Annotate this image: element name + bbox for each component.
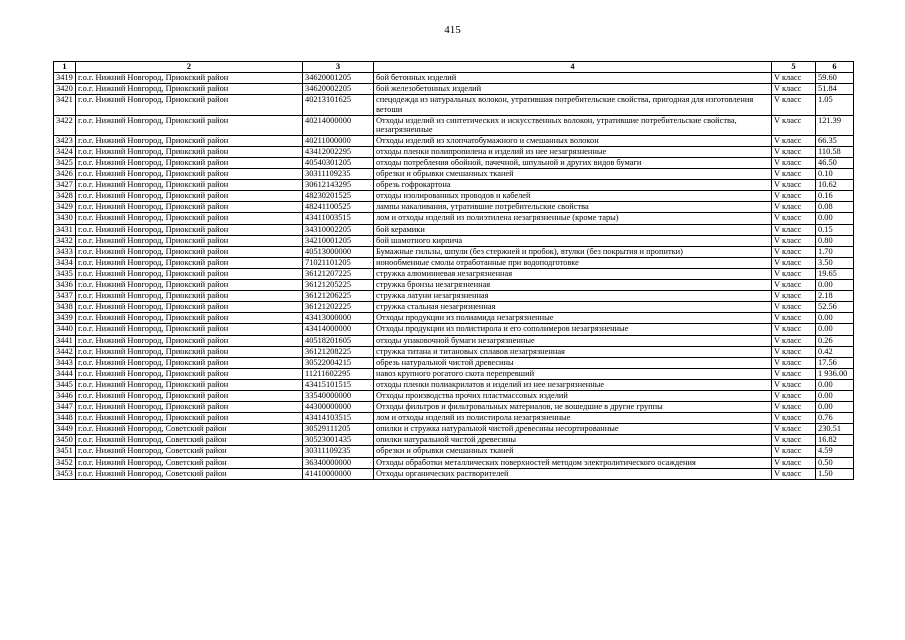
quantity-cell: 0.10: [816, 169, 854, 180]
quantity-cell: 52.56: [816, 302, 854, 313]
column-header-6: 6: [816, 62, 854, 73]
table-row: [54, 235, 854, 246]
waste-code-cell: 36340000000: [303, 457, 374, 468]
table-row: [54, 390, 854, 401]
row-number-cell: 3443: [54, 357, 76, 368]
table-row: [54, 73, 854, 84]
hazard-class-cell: V класс: [772, 346, 816, 357]
column-header-2: 2: [76, 62, 303, 73]
table-row: [54, 202, 854, 213]
waste-name-cell: Отходы продукции из полиамида незагрязненные: [374, 313, 772, 324]
waste-name-cell: ионообменные смолы отработанные при водоподготовке: [374, 257, 772, 268]
location-cell: г.о.г. Нижний Новгород, Приокский район: [76, 402, 303, 413]
quantity-cell: 2.18: [816, 291, 854, 302]
table-row: [54, 324, 854, 335]
waste-name-cell: лом и отходы изделий из полистирола незагрязненные: [374, 413, 772, 424]
waste-code-cell: 43411003515: [303, 213, 374, 224]
column-header-1: 1: [54, 62, 76, 73]
row-number-cell: 3441: [54, 335, 76, 346]
waste-name-cell: Отходы производства прочих пластмассовых изделий: [374, 390, 772, 401]
location-cell: г.о.г. Нижний Новгород, Приокский район: [76, 324, 303, 335]
waste-name-cell: Отходы изделий из хлопчатобумажного и смешанных волокон: [374, 135, 772, 146]
quantity-cell: 0.26: [816, 335, 854, 346]
location-cell: г.о.г. Нижний Новгород, Приокский район: [76, 84, 303, 95]
row-number-cell: 3433: [54, 246, 76, 257]
waste-name-cell: отходы пленки полипропилена и изделий из нее незагрязненные: [374, 146, 772, 157]
quantity-cell: 0.80: [816, 235, 854, 246]
hazard-class-cell: V класс: [772, 413, 816, 424]
hazard-class-cell: V класс: [772, 357, 816, 368]
table-row: [54, 335, 854, 346]
row-number-cell: 3427: [54, 180, 76, 191]
location-cell: г.о.г. Нижний Новгород, Советский район: [76, 468, 303, 479]
location-cell: г.о.г. Нижний Новгород, Советский район: [76, 435, 303, 446]
quantity-cell: 19.65: [816, 268, 854, 279]
table-row: [54, 115, 854, 135]
location-cell: г.о.г. Нижний Новгород, Приокский район: [76, 368, 303, 379]
waste-name-cell: Отходы фильтров и фильтровальных материалов, не вошедшие в другие группы: [374, 402, 772, 413]
waste-name-cell: обрезь натуральной чистой древесины: [374, 357, 772, 368]
waste-name-cell: отходы пленки полиакрилатов и изделий из нее незагрязненные: [374, 379, 772, 390]
waste-name-cell: бой железобетонных изделий: [374, 84, 772, 95]
row-number-cell: 3444: [54, 368, 76, 379]
table-row: [54, 84, 854, 95]
hazard-class-cell: V класс: [772, 335, 816, 346]
waste-name-cell: Отходы органических растворителей: [374, 468, 772, 479]
waste-name-cell: стружка титана и титановых сплавов незагрязненная: [374, 346, 772, 357]
waste-table: [53, 61, 854, 480]
hazard-class-cell: V класс: [772, 379, 816, 390]
table-row: [54, 280, 854, 291]
quantity-cell: 230.51: [816, 424, 854, 435]
row-number-cell: 3448: [54, 413, 76, 424]
hazard-class-cell: V класс: [772, 435, 816, 446]
hazard-class-cell: V класс: [772, 95, 816, 115]
row-number-cell: 3431: [54, 224, 76, 235]
table-row: [54, 191, 854, 202]
hazard-class-cell: V класс: [772, 115, 816, 135]
waste-code-cell: 36121205225: [303, 280, 374, 291]
location-cell: г.о.г. Нижний Новгород, Приокский район: [76, 246, 303, 257]
waste-name-cell: стружка стальная незагрязненная: [374, 302, 772, 313]
location-cell: г.о.г. Нижний Новгород, Приокский район: [76, 268, 303, 279]
table-row: [54, 357, 854, 368]
hazard-class-cell: V класс: [772, 202, 816, 213]
quantity-cell: 0.00: [816, 402, 854, 413]
quantity-cell: 10.62: [816, 180, 854, 191]
table-header-row: [54, 62, 854, 73]
location-cell: г.о.г. Нижний Новгород, Приокский район: [76, 257, 303, 268]
location-cell: г.о.г. Нижний Новгород, Советский район: [76, 457, 303, 468]
table-row: [54, 379, 854, 390]
location-cell: г.о.г. Нижний Новгород, Приокский район: [76, 357, 303, 368]
waste-name-cell: Отходы обработки металлических поверхностей методом электролитического осаждения: [374, 457, 772, 468]
location-cell: г.о.г. Нижний Новгород, Приокский район: [76, 335, 303, 346]
quantity-cell: 51.84: [816, 84, 854, 95]
waste-name-cell: лампы накаливания, утратившие потребительские свойства: [374, 202, 772, 213]
waste-name-cell: стружка алюминиевая незагрязненная: [374, 268, 772, 279]
location-cell: г.о.г. Нижний Новгород, Приокский район: [76, 291, 303, 302]
waste-name-cell: стружка бронзы незагрязненная: [374, 280, 772, 291]
quantity-cell: 0.00: [816, 390, 854, 401]
waste-name-cell: отходы упаковочной бумаги незагрязненные: [374, 335, 772, 346]
row-number-cell: 3424: [54, 146, 76, 157]
waste-code-cell: 36121207225: [303, 268, 374, 279]
quantity-cell: 1.50: [816, 468, 854, 479]
location-cell: г.о.г. Нижний Новгород, Приокский район: [76, 413, 303, 424]
quantity-cell: 0.42: [816, 346, 854, 357]
row-number-cell: 3420: [54, 84, 76, 95]
waste-name-cell: Отходы изделий из синтетических и искусственных волокон, утратившие потребительские свойства, незагрязненные: [374, 115, 772, 135]
location-cell: г.о.г. Нижний Новгород, Советский район: [76, 424, 303, 435]
hazard-class-cell: V класс: [772, 368, 816, 379]
page-number: 415: [444, 24, 461, 36]
quantity-cell: 59.60: [816, 73, 854, 84]
waste-code-cell: 71021101205: [303, 257, 374, 268]
table-row: [54, 268, 854, 279]
waste-name-cell: опилки натуральной чистой древесины: [374, 435, 772, 446]
hazard-class-cell: V класс: [772, 84, 816, 95]
waste-code-cell: 40513000000: [303, 246, 374, 257]
location-cell: г.о.г. Нижний Новгород, Приокский район: [76, 146, 303, 157]
location-cell: г.о.г. Нижний Новгород, Приокский район: [76, 169, 303, 180]
waste-name-cell: обрезки и обрывки смешанных тканей: [374, 446, 772, 457]
column-header-4: 4: [374, 62, 772, 73]
row-number-cell: 3421: [54, 95, 76, 115]
table-row: [54, 158, 854, 169]
waste-name-cell: обрезь гофрокартона: [374, 180, 772, 191]
waste-name-cell: отходы изолированных проводов и кабелей: [374, 191, 772, 202]
table-row: [54, 346, 854, 357]
row-number-cell: 3453: [54, 468, 76, 479]
location-cell: г.о.г. Нижний Новгород, Приокский район: [76, 202, 303, 213]
column-header-3: 3: [303, 62, 374, 73]
hazard-class-cell: V класс: [772, 313, 816, 324]
location-cell: г.о.г. Нижний Новгород, Приокский район: [76, 302, 303, 313]
hazard-class-cell: V класс: [772, 390, 816, 401]
table-row: [54, 368, 854, 379]
waste-code-cell: 43415101515: [303, 379, 374, 390]
hazard-class-cell: V класс: [772, 169, 816, 180]
row-number-cell: 3432: [54, 235, 76, 246]
hazard-class-cell: V класс: [772, 257, 816, 268]
row-number-cell: 3437: [54, 291, 76, 302]
table-row: [54, 169, 854, 180]
quantity-cell: 16.82: [816, 435, 854, 446]
waste-code-cell: 40213101625: [303, 95, 374, 115]
hazard-class-cell: V класс: [772, 235, 816, 246]
table-row: [54, 257, 854, 268]
location-cell: г.о.г. Нижний Новгород, Приокский район: [76, 224, 303, 235]
quantity-cell: 1 936.00: [816, 368, 854, 379]
row-number-cell: 3426: [54, 169, 76, 180]
location-cell: г.о.г. Нижний Новгород, Приокский район: [76, 180, 303, 191]
waste-code-cell: 40211000000: [303, 135, 374, 146]
location-cell: г.о.г. Нижний Новгород, Приокский район: [76, 135, 303, 146]
table-row: [54, 313, 854, 324]
table-row: [54, 95, 854, 115]
hazard-class-cell: V класс: [772, 213, 816, 224]
hazard-class-cell: V класс: [772, 191, 816, 202]
table-row: [54, 213, 854, 224]
hazard-class-cell: V класс: [772, 246, 816, 257]
hazard-class-cell: V класс: [772, 135, 816, 146]
quantity-cell: 46.50: [816, 158, 854, 169]
hazard-class-cell: V класс: [772, 180, 816, 191]
row-number-cell: 3439: [54, 313, 76, 324]
waste-code-cell: 33540000000: [303, 390, 374, 401]
waste-code-cell: 34210001205: [303, 235, 374, 246]
row-number-cell: 3428: [54, 191, 76, 202]
location-cell: г.о.г. Нижний Новгород, Приокский район: [76, 346, 303, 357]
hazard-class-cell: V класс: [772, 446, 816, 457]
waste-name-cell: опилки и стружка натуральной чистой древесины несортированные: [374, 424, 772, 435]
waste-code-cell: 30522004215: [303, 357, 374, 368]
table-row: [54, 246, 854, 257]
waste-name-cell: бой керамики: [374, 224, 772, 235]
row-number-cell: 3449: [54, 424, 76, 435]
row-number-cell: 3429: [54, 202, 76, 213]
row-number-cell: 3419: [54, 73, 76, 84]
waste-name-cell: Отходы продукции из полистирола и его сополимеров незагрязненные: [374, 324, 772, 335]
quantity-cell: 0.50: [816, 457, 854, 468]
quantity-cell: 4.59: [816, 446, 854, 457]
waste-name-cell: навоз крупного рогатого скота перепревший: [374, 368, 772, 379]
waste-name-cell: лом и отходы изделий из полиэтилена незагрязненные (кроме тары): [374, 213, 772, 224]
quantity-cell: 17.56: [816, 357, 854, 368]
waste-name-cell: стружка латуни незагрязненная: [374, 291, 772, 302]
quantity-cell: 0.00: [816, 324, 854, 335]
waste-code-cell: 30612143295: [303, 180, 374, 191]
row-number-cell: 3434: [54, 257, 76, 268]
quantity-cell: 0.00: [816, 313, 854, 324]
waste-name-cell: бой бетонных изделий: [374, 73, 772, 84]
waste-code-cell: 36121206225: [303, 291, 374, 302]
hazard-class-cell: V класс: [772, 468, 816, 479]
hazard-class-cell: V класс: [772, 280, 816, 291]
quantity-cell: 110.58: [816, 146, 854, 157]
quantity-cell: 0.00: [816, 213, 854, 224]
waste-code-cell: 34310002205: [303, 224, 374, 235]
waste-code-cell: 40214000000: [303, 115, 374, 135]
waste-name-cell: спецодежда из натуральных волокон, утратившая потребительские свойства, пригодная для изготовления ветоши: [374, 95, 772, 115]
location-cell: г.о.г. Нижний Новгород, Приокский район: [76, 73, 303, 84]
waste-code-cell: 30311109235: [303, 169, 374, 180]
hazard-class-cell: V класс: [772, 224, 816, 235]
table-row: [54, 291, 854, 302]
table-row: [54, 135, 854, 146]
hazard-class-cell: V класс: [772, 158, 816, 169]
location-cell: г.о.г. Нижний Новгород, Приокский район: [76, 158, 303, 169]
table-row: [54, 435, 854, 446]
location-cell: г.о.г. Нижний Новгород, Приокский район: [76, 213, 303, 224]
row-number-cell: 3452: [54, 457, 76, 468]
waste-code-cell: 30529111205: [303, 424, 374, 435]
waste-code-cell: 40518201605: [303, 335, 374, 346]
table-row: [54, 457, 854, 468]
location-cell: г.о.г. Нижний Новгород, Приокский район: [76, 390, 303, 401]
row-number-cell: 3435: [54, 268, 76, 279]
table-row: [54, 446, 854, 457]
row-number-cell: 3450: [54, 435, 76, 446]
quantity-cell: 1.05: [816, 95, 854, 115]
quantity-cell: 0.00: [816, 280, 854, 291]
location-cell: г.о.г. Нижний Новгород, Приокский район: [76, 95, 303, 115]
table-row: [54, 424, 854, 435]
waste-code-cell: 44300000000: [303, 402, 374, 413]
location-cell: г.о.г. Нижний Новгород, Приокский район: [76, 235, 303, 246]
location-cell: г.о.г. Нижний Новгород, Приокский район: [76, 280, 303, 291]
quantity-cell: 0.15: [816, 224, 854, 235]
hazard-class-cell: V класс: [772, 268, 816, 279]
waste-code-cell: 30311109235: [303, 446, 374, 457]
hazard-class-cell: V класс: [772, 457, 816, 468]
waste-name-cell: отходы потребления обойной, пачечной, шпульной и других видов бумаги: [374, 158, 772, 169]
row-number-cell: 3442: [54, 346, 76, 357]
hazard-class-cell: V класс: [772, 324, 816, 335]
row-number-cell: 3447: [54, 402, 76, 413]
quantity-cell: 66.35: [816, 135, 854, 146]
quantity-cell: 0.00: [816, 379, 854, 390]
waste-code-cell: 43413000000: [303, 313, 374, 324]
waste-code-cell: 43412002295: [303, 146, 374, 157]
column-header-5: 5: [772, 62, 816, 73]
waste-code-cell: 41410000000: [303, 468, 374, 479]
hazard-class-cell: V класс: [772, 402, 816, 413]
table-row: [54, 468, 854, 479]
row-number-cell: 3451: [54, 446, 76, 457]
hazard-class-cell: V класс: [772, 302, 816, 313]
waste-name-cell: бой шамотного кирпича: [374, 235, 772, 246]
row-number-cell: 3423: [54, 135, 76, 146]
location-cell: г.о.г. Нижний Новгород, Приокский район: [76, 313, 303, 324]
waste-code-cell: 36121208225: [303, 346, 374, 357]
row-number-cell: 3445: [54, 379, 76, 390]
waste-code-cell: 43414103515: [303, 413, 374, 424]
quantity-cell: 0.08: [816, 202, 854, 213]
quantity-cell: 0.16: [816, 191, 854, 202]
waste-code-cell: 36121202225: [303, 302, 374, 313]
row-number-cell: 3422: [54, 115, 76, 135]
waste-code-cell: 48241100525: [303, 202, 374, 213]
waste-code-cell: 48230201525: [303, 191, 374, 202]
table-row: [54, 413, 854, 424]
quantity-cell: 121.39: [816, 115, 854, 135]
waste-code-cell: 40540301205: [303, 158, 374, 169]
table-row: [54, 402, 854, 413]
row-number-cell: 3436: [54, 280, 76, 291]
waste-code-cell: 34620002205: [303, 84, 374, 95]
waste-name-cell: обрезки и обрывки смешанных тканей: [374, 169, 772, 180]
table-row: [54, 224, 854, 235]
waste-code-cell: 11211602295: [303, 368, 374, 379]
row-number-cell: 3438: [54, 302, 76, 313]
quantity-cell: 1.70: [816, 246, 854, 257]
row-number-cell: 3430: [54, 213, 76, 224]
hazard-class-cell: V класс: [772, 146, 816, 157]
location-cell: г.о.г. Нижний Новгород, Приокский район: [76, 115, 303, 135]
location-cell: г.о.г. Нижний Новгород, Приокский район: [76, 191, 303, 202]
row-number-cell: 3425: [54, 158, 76, 169]
row-number-cell: 3440: [54, 324, 76, 335]
waste-name-cell: Бумажные гильзы, шпули (без стержней и пробок), втулки (без покрытия и пропитки): [374, 246, 772, 257]
hazard-class-cell: V класс: [772, 291, 816, 302]
hazard-class-cell: V класс: [772, 424, 816, 435]
hazard-class-cell: V класс: [772, 73, 816, 84]
table-row: [54, 146, 854, 157]
quantity-cell: 3.50: [816, 257, 854, 268]
table-row: [54, 302, 854, 313]
waste-code-cell: 34620001205: [303, 73, 374, 84]
quantity-cell: 0.76: [816, 413, 854, 424]
row-number-cell: 3446: [54, 390, 76, 401]
table-row: [54, 180, 854, 191]
location-cell: г.о.г. Нижний Новгород, Советский район: [76, 446, 303, 457]
waste-code-cell: 30523001435: [303, 435, 374, 446]
location-cell: г.о.г. Нижний Новгород, Приокский район: [76, 379, 303, 390]
waste-code-cell: 43414000000: [303, 324, 374, 335]
